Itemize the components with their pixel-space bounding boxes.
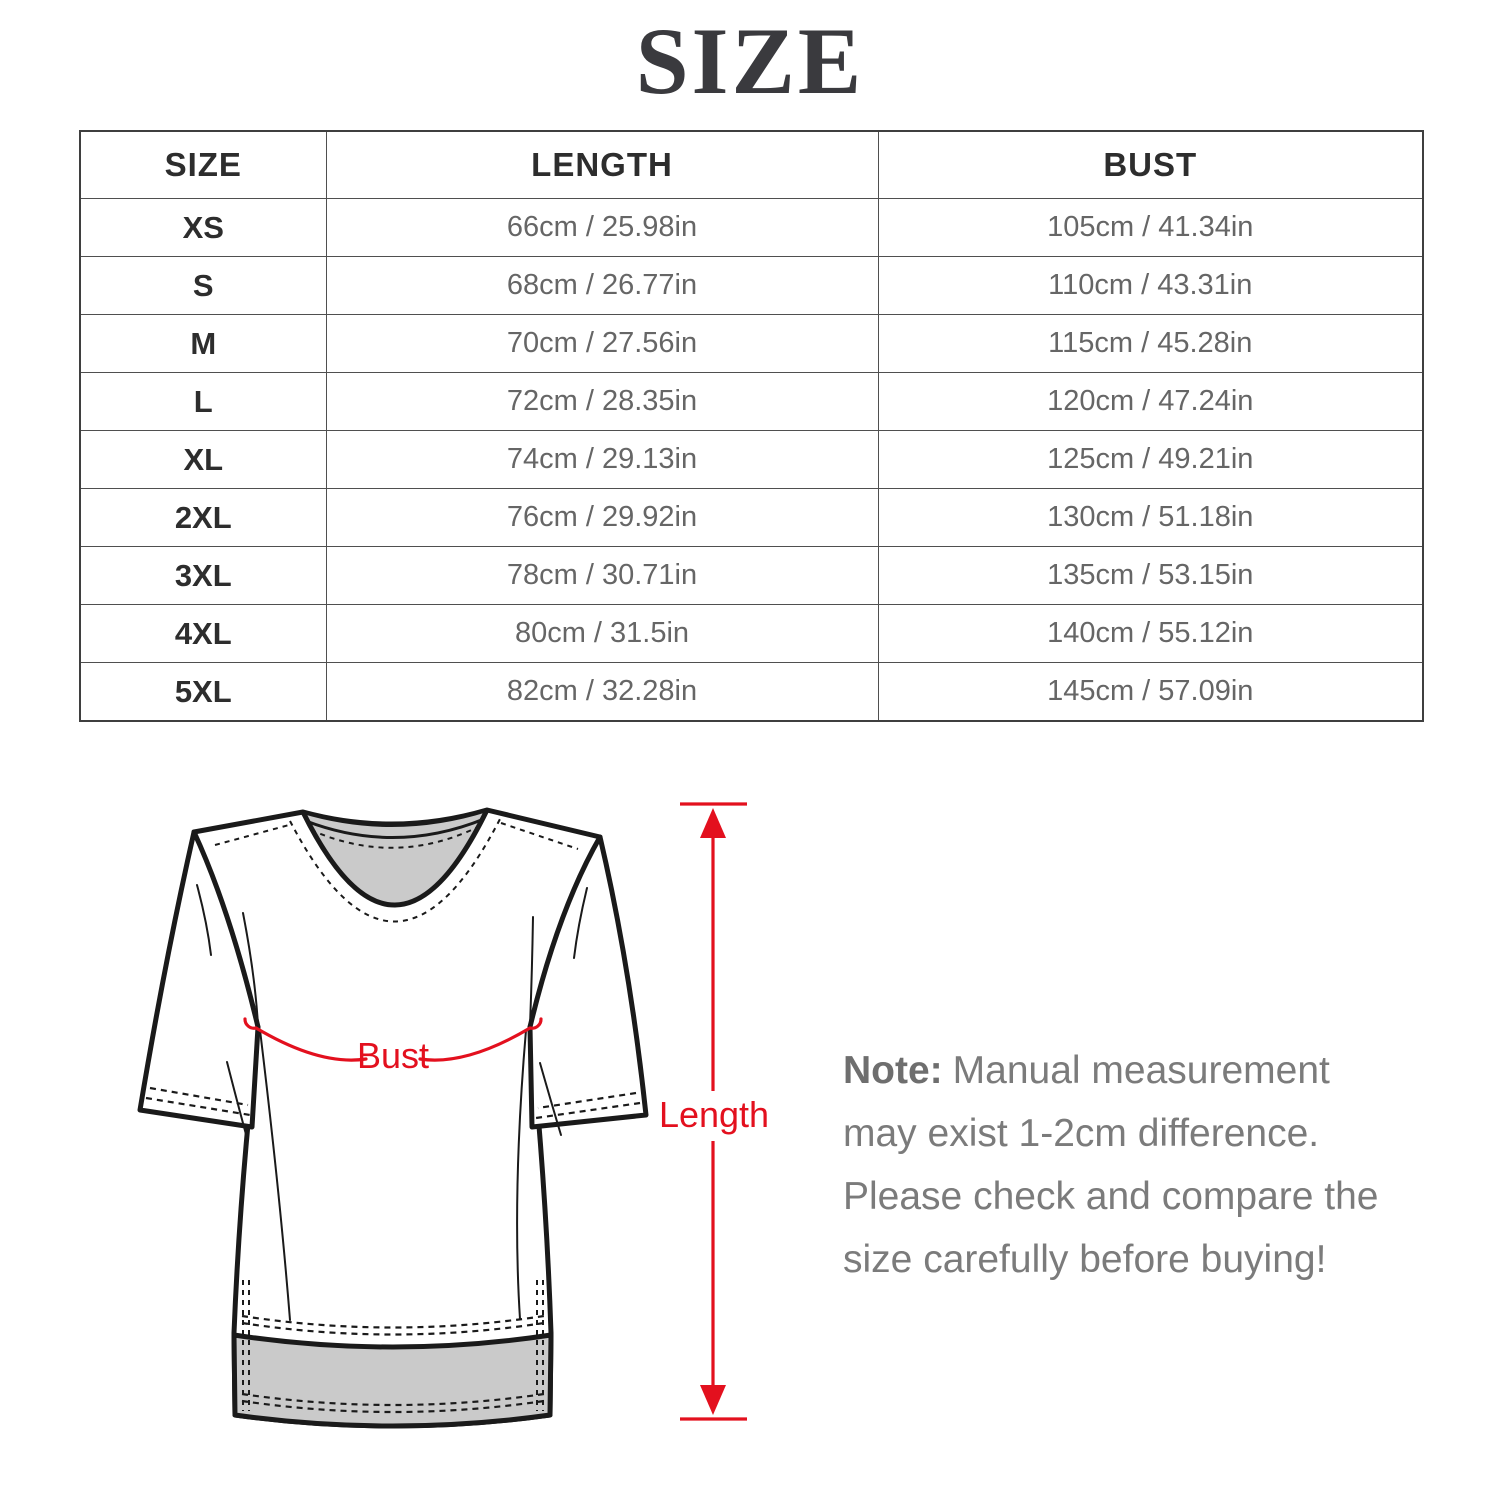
size-cell: M — [80, 315, 326, 373]
bust-cell: 135cm / 53.15in — [878, 547, 1423, 605]
table-row — [80, 663, 1423, 722]
note-body: Manual measurement may exist 1-2cm difference. Please check and compare the size carefully before buying! — [843, 1049, 1379, 1281]
size-cell: 5XL — [80, 663, 326, 722]
bust-cell: 125cm / 49.21in — [878, 431, 1423, 489]
length-cell: 76cm / 29.92in — [326, 489, 878, 547]
size-cell: 3XL — [80, 547, 326, 605]
length-cell: 68cm / 26.77in — [326, 257, 878, 315]
table-row — [80, 199, 1423, 257]
length-label: Length — [658, 1094, 770, 1135]
size-cell: S — [80, 257, 326, 315]
size-cell: 4XL — [80, 605, 326, 663]
bust-cell: 120cm / 47.24in — [878, 373, 1423, 431]
size-cell: L — [80, 373, 326, 431]
bust-cell: 115cm / 45.28in — [878, 315, 1423, 373]
bust-cell: 130cm / 51.18in — [878, 489, 1423, 547]
bust-cell: 140cm / 55.12in — [878, 605, 1423, 663]
bust-label: Bust — [356, 1035, 430, 1076]
length-cell: 66cm / 25.98in — [326, 199, 878, 257]
table-row — [80, 257, 1423, 315]
bust-cell: 145cm / 57.09in — [878, 663, 1423, 722]
table-row — [80, 547, 1423, 605]
table-row — [80, 489, 1423, 547]
table-row — [80, 373, 1423, 431]
length-cell: 78cm / 30.71in — [326, 547, 878, 605]
table-row — [80, 605, 1423, 663]
page-title: SIZE — [635, 8, 865, 114]
note-text — [843, 1039, 1413, 1291]
bust-cell: 105cm / 41.34in — [878, 199, 1423, 257]
length-cell: 74cm / 29.13in — [326, 431, 878, 489]
header-bust: BUST — [878, 131, 1423, 199]
size-table — [79, 130, 1424, 722]
tshirt-measurement-diagram — [80, 775, 800, 1475]
note-label: Note: — [843, 1049, 943, 1092]
length-cell: 82cm / 32.28in — [326, 663, 878, 722]
header-length: LENGTH — [326, 131, 878, 199]
tshirt-diagram-svg — [80, 775, 800, 1475]
header-size: SIZE — [80, 131, 326, 199]
length-cell: 70cm / 27.56in — [326, 315, 878, 373]
table-row — [80, 315, 1423, 373]
length-cell: 72cm / 28.35in — [326, 373, 878, 431]
size-cell: XL — [80, 431, 326, 489]
size-cell: 2XL — [80, 489, 326, 547]
table-header-row — [80, 131, 1423, 199]
length-cell: 80cm / 31.5in — [326, 605, 878, 663]
size-cell: XS — [80, 199, 326, 257]
bust-cell: 110cm / 43.31in — [878, 257, 1423, 315]
table-row — [80, 431, 1423, 489]
